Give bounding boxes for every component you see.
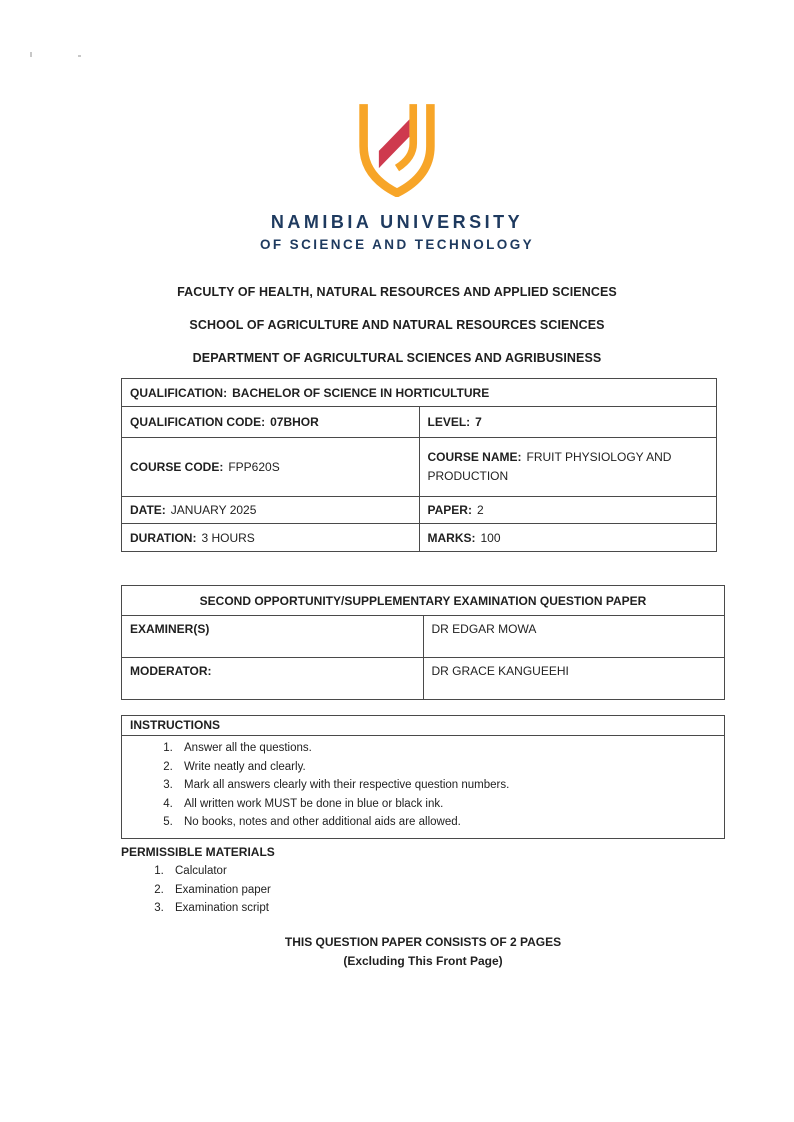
instruction-item: 2. Write neatly and clearly. — [176, 760, 724, 776]
qualification-code-cell — [122, 407, 420, 438]
marks-cell — [419, 524, 717, 552]
permissible-materials-list — [121, 864, 725, 917]
exam-title-cell: SECOND OPPORTUNITY/SUPPLEMENTARY EXAMINATION QUESTION PAPER — [122, 586, 725, 616]
table-row — [122, 524, 717, 552]
field-value: FRUIT PHYSIOLOGY AND PRODUCTION — [427, 450, 672, 483]
field-label: QUALIFICATION CODE: — [130, 415, 266, 429]
qualification-cell — [122, 379, 717, 407]
material-item: 2. Examination paper — [167, 883, 725, 898]
material-item: 3. Examination script — [167, 901, 725, 916]
table-row — [122, 407, 717, 438]
field-label: PAPER: — [427, 503, 472, 517]
level-cell — [419, 407, 717, 438]
field-value: BACHELOR OF SCIENCE IN HORTICULTURE — [232, 385, 490, 400]
university-logo-block — [0, 0, 794, 252]
instruction-item: 3. Mark all answers clearly with their respective question numbers. — [176, 778, 724, 794]
field-value: 07BHOR — [270, 415, 319, 429]
paper-cell — [419, 497, 717, 524]
field-label: DURATION: — [130, 530, 197, 545]
faculty-line: FACULTY OF HEALTH, NATURAL RESOURCES AND APPLIED SCIENCES — [177, 285, 617, 299]
department-line: DEPARTMENT OF AGRICULTURAL SCIENCES AND AGRIBUSINESS — [192, 351, 602, 365]
field-label: MARKS: — [427, 530, 476, 545]
course-name-cell — [419, 438, 717, 497]
moderator-value-cell: DR GRACE KANGUEEHI — [423, 658, 725, 700]
field-value: 3 HOURS — [201, 530, 255, 545]
field-label: COURSE NAME: — [427, 450, 522, 465]
table-row — [122, 438, 717, 497]
field-value: 7 — [475, 415, 482, 429]
instructions-title: INSTRUCTIONS — [122, 716, 724, 736]
permissible-materials-title: PERMISSIBLE MATERIALS — [121, 844, 275, 859]
field-label: DATE: — [130, 503, 166, 517]
table-row — [122, 658, 725, 700]
instructions-box — [121, 715, 725, 839]
field-label: LEVEL: — [427, 415, 471, 429]
field-label: QUALIFICATION: — [130, 385, 228, 400]
field-label: COURSE CODE: — [130, 460, 224, 474]
examiner-table — [121, 585, 725, 700]
school-line: SCHOOL OF AGRICULTURE AND NATURAL RESOURCES SCIENCES — [189, 318, 605, 332]
instruction-item: 5. No books, notes and other additional aids are allowed. — [176, 815, 724, 831]
page-count-line1: THIS QUESTION PAPER CONSISTS OF 2 PAGES — [284, 935, 562, 950]
page-count-note — [121, 933, 725, 970]
table-row — [122, 379, 717, 407]
examiner-value-cell: DR EDGAR MOWA — [423, 616, 725, 658]
instructions-list — [122, 741, 724, 831]
duration-cell — [122, 524, 420, 552]
course-code-cell — [122, 438, 420, 497]
university-name: NAMIBIA UNIVERSITY — [270, 212, 524, 232]
field-value: FPP620S — [228, 460, 280, 474]
moderator-label-cell: MODERATOR: — [122, 658, 424, 700]
nust-shield-logo-icon — [355, 101, 439, 197]
table-row — [122, 616, 725, 658]
university-name-subline: OF SCIENCE AND TECHNOLOGY — [259, 237, 534, 252]
table-row — [122, 497, 717, 524]
qualification-table — [121, 378, 717, 552]
header-lines — [0, 285, 794, 365]
field-value: JANUARY 2025 — [170, 503, 257, 517]
instruction-item: 1. Answer all the questions. — [176, 741, 724, 757]
scan-speck — [78, 55, 81, 57]
field-value: 100 — [480, 530, 501, 545]
material-item: 1. Calculator — [167, 864, 725, 879]
field-value: 2 — [476, 503, 484, 517]
examiner-label-cell: EXAMINER(S) — [122, 616, 424, 658]
table-row — [122, 586, 725, 616]
scan-speck — [30, 52, 32, 57]
page-count-line2: (Excluding This Front Page) — [343, 953, 503, 968]
instruction-item: 4. All written work MUST be done in blue or black ink. — [176, 797, 724, 813]
date-cell — [122, 497, 420, 524]
